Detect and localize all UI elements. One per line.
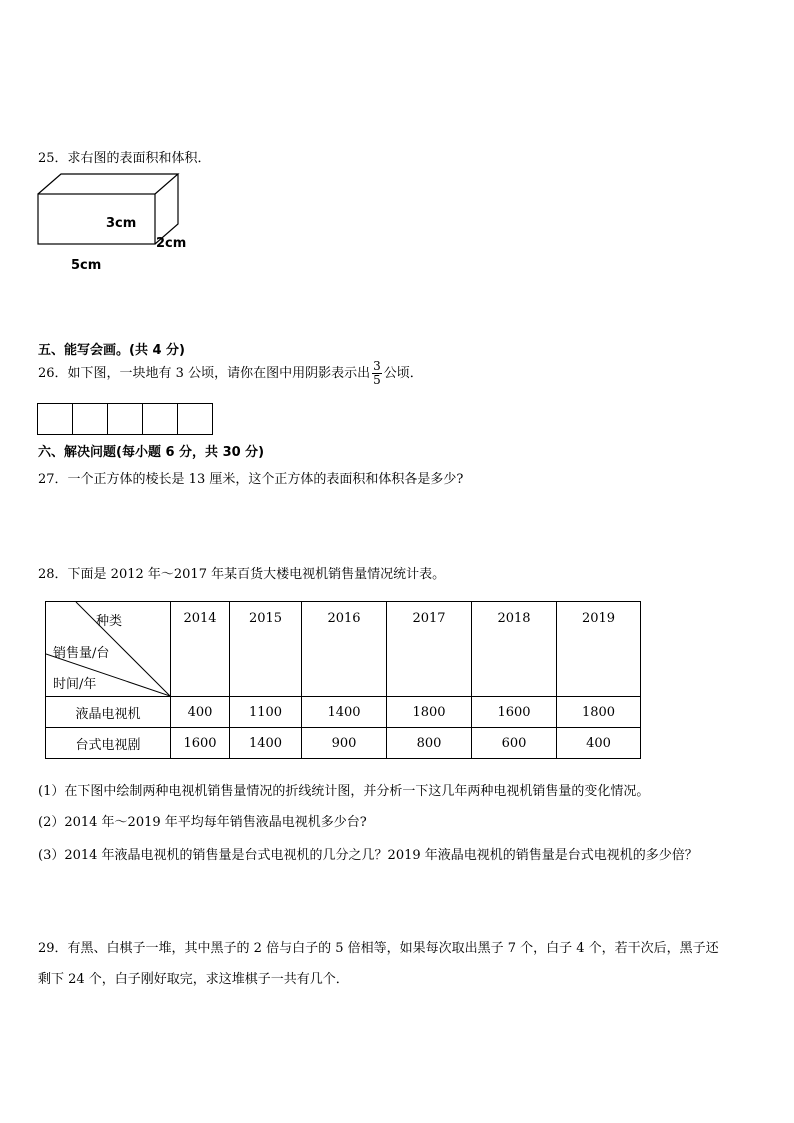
year-header: 2016 <box>302 602 387 697</box>
year-header: 2014 <box>171 602 230 697</box>
cuboid-figure <box>30 168 200 278</box>
corner-label-sales: 销售量/台 <box>53 646 110 661</box>
cuboid-top-face <box>38 174 178 194</box>
fraction-three-fifths <box>372 360 382 387</box>
table-corner-cell <box>46 602 171 697</box>
question-28-part-3: (3）2014 年液晶电视机的销售量是台式电视机的几分之几？2019 年液晶电视机的销售量是台式电视机的多少倍？ <box>38 848 698 863</box>
table-cell: 900 <box>302 728 387 759</box>
table-cell: 1400 <box>230 728 302 759</box>
label-depth: 2cm <box>156 236 187 251</box>
year-header: 2015 <box>230 602 302 697</box>
label-length: 5cm <box>71 258 102 273</box>
year-header: 2019 <box>557 602 641 697</box>
label-height: 3cm <box>106 216 137 231</box>
land-cell[interactable] <box>37 403 73 435</box>
table-header-row <box>46 602 641 697</box>
corner-label-kind: 种类 <box>96 614 123 629</box>
section-5-title: 五、能写会画。(共 4 分) <box>38 343 185 358</box>
fraction-numerator: 3 <box>373 359 381 373</box>
land-grid <box>38 403 213 435</box>
year-header: 2018 <box>472 602 557 697</box>
table-cell: 1400 <box>302 697 387 728</box>
row-label: 台式电视剧 <box>46 728 171 759</box>
question-26 <box>38 360 423 387</box>
table-cell: 600 <box>472 728 557 759</box>
question-29-line-1: 29．有黑、白棋子一堆，其中黑子的 2 倍与白子的 5 倍相等，如果每次取出黑子 7 个，白子 4 个，若干次后，黑子还 <box>38 941 719 956</box>
section-6-title: 六、解决问题(每小题 6 分，共 30 分) <box>38 445 265 460</box>
land-cell[interactable] <box>142 403 178 435</box>
year-header: 2017 <box>387 602 472 697</box>
question-28-part-1: (1）在下图中绘制两种电视机销售量情况的折线统计图，并分析一下这几年两种电视机销售量的变化情况。 <box>38 784 650 799</box>
land-cell[interactable] <box>72 403 108 435</box>
table-cell: 1600 <box>472 697 557 728</box>
question-28: 28．下面是 2012 年～2017 年某百货大楼电视机销售量情况统计表。 <box>38 567 446 582</box>
table-cell: 400 <box>171 697 230 728</box>
fraction-denominator: 5 <box>373 373 381 387</box>
q26-text-after: 公顷． <box>383 366 423 381</box>
question-28-part-2: (2）2014 年～2019 年平均每年销售液晶电视机多少台? <box>38 815 367 830</box>
table-cell: 800 <box>387 728 472 759</box>
corner-label-time: 时间/年 <box>53 677 97 692</box>
cuboid-front-face <box>38 194 155 244</box>
q26-text-before: 26．如下图，一块地有 3 公顷，请你在图中用阴影表示出 <box>38 366 371 381</box>
table-cell: 1100 <box>230 697 302 728</box>
table-cell: 400 <box>557 728 641 759</box>
question-29-line-2: 剩下 24 个，白子刚好取完，求这堆棋子一共有几个． <box>38 972 349 987</box>
table-cell: 1800 <box>557 697 641 728</box>
table-cell: 1600 <box>171 728 230 759</box>
land-cell[interactable] <box>177 403 213 435</box>
row-label: 液晶电视机 <box>46 697 171 728</box>
sales-table <box>45 601 641 759</box>
question-27: 27．一个正方体的棱长是 13 厘米，这个正方体的表面积和体积各是多少? <box>38 472 464 487</box>
table-row <box>46 728 641 759</box>
table-cell: 1800 <box>387 697 472 728</box>
land-cell[interactable] <box>107 403 143 435</box>
table-row <box>46 697 641 728</box>
question-25: 25．求右图的表面积和体积． <box>38 151 211 166</box>
